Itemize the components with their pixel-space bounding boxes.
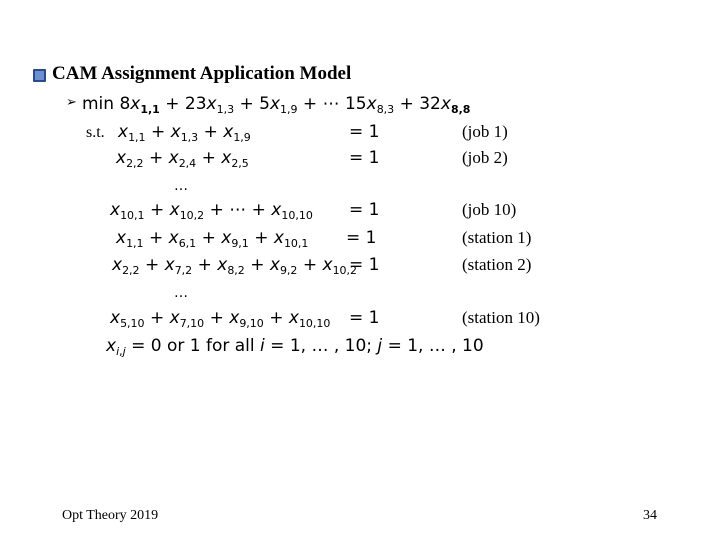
constraint-station2-label: (station 2): [462, 255, 532, 274]
constraint-station2-rhs: = 1: [349, 255, 380, 275]
ellipsis-jobs: …: [174, 178, 188, 194]
constraint-job1-rhs: = 1: [349, 122, 380, 142]
constraint-station1-rhs: = 1: [346, 228, 377, 248]
constraint-job2-lhs: $x_{2,2} + x_{2,4} + x_{2,5}$: [116, 148, 249, 170]
constraint-station1-lhs: $x_{1,1} + x_{6,1} + x_{9,1} + x_{10,1}$: [116, 228, 309, 250]
subject-to-label: s.t.: [86, 124, 105, 141]
variable-domain: $x_{i,j} = 0$ or 1 for all i = 1, … , 10; j = 1, … , 10: [106, 336, 484, 358]
domain-prefix: = 0 or 1 for all: [131, 336, 255, 356]
constraint-job10-lhs: $x_{10,1} + x_{10,2}$ + ⋯ + $x_{10,10}$: [110, 200, 313, 222]
footer-page-number: 34: [643, 508, 657, 523]
constraint-job10-rhs: = 1: [349, 200, 380, 220]
objective-function: $\min 8x_{1,1} + 23x_{1,3} + 5x_{1,9}$ + ⋯ $15x_{8,3} + 32x_{8,8}$: [82, 94, 471, 116]
arrow-bullet-icon: ➢: [66, 95, 77, 110]
domain-i-range: = 1, … , 10;: [270, 336, 373, 356]
constraint-station10-lhs: $x_{5,10} + x_{7,10} + x_{9,10} + x_{10,10}$: [110, 308, 331, 330]
slide-bullet-icon: [33, 69, 46, 82]
constraint-job1-label: (job 1): [462, 122, 508, 141]
constraint-station10-label: (station 10): [462, 308, 540, 327]
constraint-job2-rhs: = 1: [349, 148, 380, 168]
ellipsis-stations: …: [174, 285, 188, 301]
domain-j-range: = 1, … , 10: [387, 336, 484, 356]
constraint-job10-label: (job 10): [462, 200, 517, 219]
constraint-station2-lhs: $x_{2,2} + x_{7,2} + x_{8,2} + x_{9,2} + x_{10,2}$: [112, 255, 358, 277]
footer-course: Opt Theory 2019: [62, 508, 159, 523]
constraint-job2-label: (job 2): [462, 148, 508, 167]
constraint-station10-rhs: = 1: [349, 308, 380, 328]
constraint-job1-lhs: $x_{1,1} + x_{1,3} + x_{1,9}$: [118, 122, 251, 144]
constraint-station1-label: (station 1): [462, 228, 532, 247]
slide-title: CAM Assignment Application Model: [52, 63, 352, 84]
